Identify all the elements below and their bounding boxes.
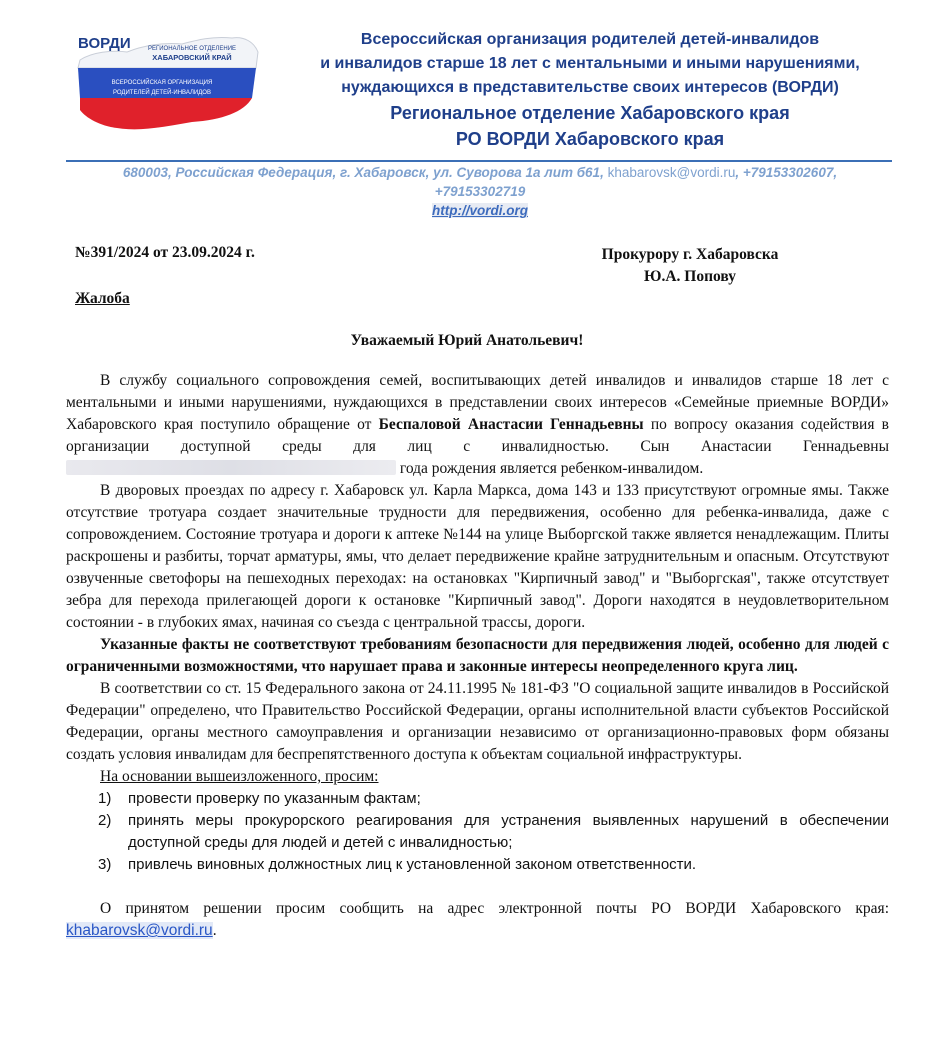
- phone-1: , +79153302607,: [735, 165, 838, 180]
- greeting: Уважаемый Юрий Анатольевич!: [350, 332, 584, 349]
- request-number: 1): [98, 790, 112, 807]
- letter-body: [66, 370, 889, 942]
- recipient-position: Прокурору г. Хабаровска: [601, 246, 779, 263]
- request-text: принять меры прокурорского реагирования для устранения выявленных нарушений в обеспечении доступной среды для людей и детей с инвалидностью;: [128, 812, 889, 851]
- org-name-line-3: нуждающихся в представительстве своих интересов (ВОРДИ): [341, 79, 839, 96]
- redacted-child-data: [66, 460, 396, 475]
- closing-paragraph: [66, 898, 889, 942]
- requests-intro-text: На основании вышеизложенного, просим:: [100, 768, 379, 785]
- applicant-name: Беспаловой Анастасии Геннадьевны: [378, 416, 644, 433]
- recipient: [540, 244, 840, 288]
- recipient-name: Ю.А. Попову: [644, 268, 736, 285]
- request-number: 3): [98, 856, 112, 873]
- document-number: №391/2024 от 23.09.2024 г.: [75, 244, 255, 261]
- request-number: 2): [98, 812, 112, 829]
- request-item: [66, 788, 889, 810]
- phone-2: +79153302719: [434, 184, 526, 199]
- website-link[interactable]: http://vordi.org: [432, 203, 528, 218]
- logo-org-1: ВСЕРОССИЙСКАЯ ОРГАНИЗАЦИЯ: [111, 80, 213, 86]
- paragraph-1: [66, 370, 889, 480]
- request-text: привлечь виновных должностных лиц к установленной законом ответственности.: [128, 856, 697, 873]
- p1-text-b: по вопросу оказания содействия в организации доступной среды для лиц с инвалидностью. Сын Анастасии Геннадьевны: [66, 416, 889, 455]
- request-item: [66, 854, 889, 876]
- logo-brand: ВОРДИ: [78, 35, 131, 52]
- paragraph-3: [66, 634, 889, 678]
- closing-text: О принятом решении просим сообщить на адрес электронной почты РО ВОРДИ Хабаровского края:: [100, 900, 889, 917]
- regional-branch-short-title: РО ВОРДИ Хабаровского края: [455, 129, 725, 149]
- org-name-line-2: и инвалидов старше 18 лет с ментальными и иными нарушениями,: [320, 55, 860, 72]
- document-type: Жалоба: [75, 290, 130, 307]
- org-name-line-1: Всероссийская организация родителей детей-инвалидов: [360, 31, 820, 48]
- p1-text-c: года рождения является ребенком-инвалидом.: [396, 460, 704, 477]
- russia-map-red: [80, 98, 252, 129]
- paragraph-2: В дворовых проездах по адресу г. Хабаровск ул. Карла Маркса, дома 143 и 133 присутствуют огромные ямы. Также отсутствие тротуара создает значительные трудности для передвижения, особенно для ребенка-инвалида, даже с сопровождением. Состояние тротуара и дороги к аптеке №144 на улице Выборгской также является ненадлежащим. Плиты раскрошены и разбиты, торчат арматуры, ямы, что делает передвижение крайне затруднительным и опасным. Отсутствуют озвученные светофоры на пешеходных переходах: на остановках "Кирпичный завод" и "Выборгская", также отсутствует зебра для перехода прилегающей дороги к остановке "Кирпичный завод". Дороги находятся в неудовлетворительном состоянии - в глубоких ямах, начиная со съезда с центральной трассы, дороги.: [66, 482, 889, 631]
- logo-branch-1: РЕГИОНАЛЬНОЕ ОТДЕЛЕНИЕ: [147, 46, 237, 52]
- postal-address: 680003, Российская Федерация, г. Хабаровск, ул. Суворова 1а лит б61,: [122, 165, 604, 180]
- header-email[interactable]: khabarovsk@vordi.ru: [607, 165, 736, 180]
- regional-branch-title: Региональное отделение Хабаровского края: [390, 103, 790, 123]
- closing-email-link[interactable]: khabarovsk@vordi.ru: [66, 922, 213, 939]
- requests-intro: [66, 766, 889, 788]
- request-item: [66, 810, 889, 854]
- header-divider: [66, 160, 892, 162]
- request-text: провести проверку по указанным фактам;: [128, 790, 421, 807]
- address-block: [70, 163, 890, 220]
- org-header: [280, 28, 900, 152]
- logo-branch-2: ХАБАРОВСКИЙ КРАЙ: [152, 53, 232, 62]
- p1-text-a: В службу социального сопровождения семей, воспитывающих детей инвалидов и инвалидов старше 18 лет с ментальными и иными нарушениями, нуждающихся в представлении своих интересов «Семейные приемные ВОРДИ» Хабаровского края поступило обращение от: [66, 372, 889, 433]
- closing-end: .: [212, 922, 217, 939]
- p3-bold-text: Указанные факты не соответствуют требованиям безопасности для передвижения людей, особенно для людей с ограниченными возможностями, что нарушает права и законные интересы неопределенного круга лиц.: [66, 636, 889, 675]
- paragraph-4: В соответствии со ст. 15 Федерального закона от 24.11.1995 № 181-ФЗ "О социальной защите инвалидов в Российской Федерации" определено, что Правительство Российской Федерации, органы исполнительной власти субъектов Российской Федерации, органы местного самоуправления и организации независимо от организационно-правовых форм обязаны создать условия инвалидам для беспрепятственного доступа к объектам социальной инфраструктуры.: [66, 680, 889, 763]
- requests-list: [66, 788, 889, 876]
- vordi-logo: [72, 22, 262, 140]
- logo-org-2: РОДИТЕЛЕЙ ДЕТЕЙ-ИНВАЛИДОВ: [113, 90, 211, 96]
